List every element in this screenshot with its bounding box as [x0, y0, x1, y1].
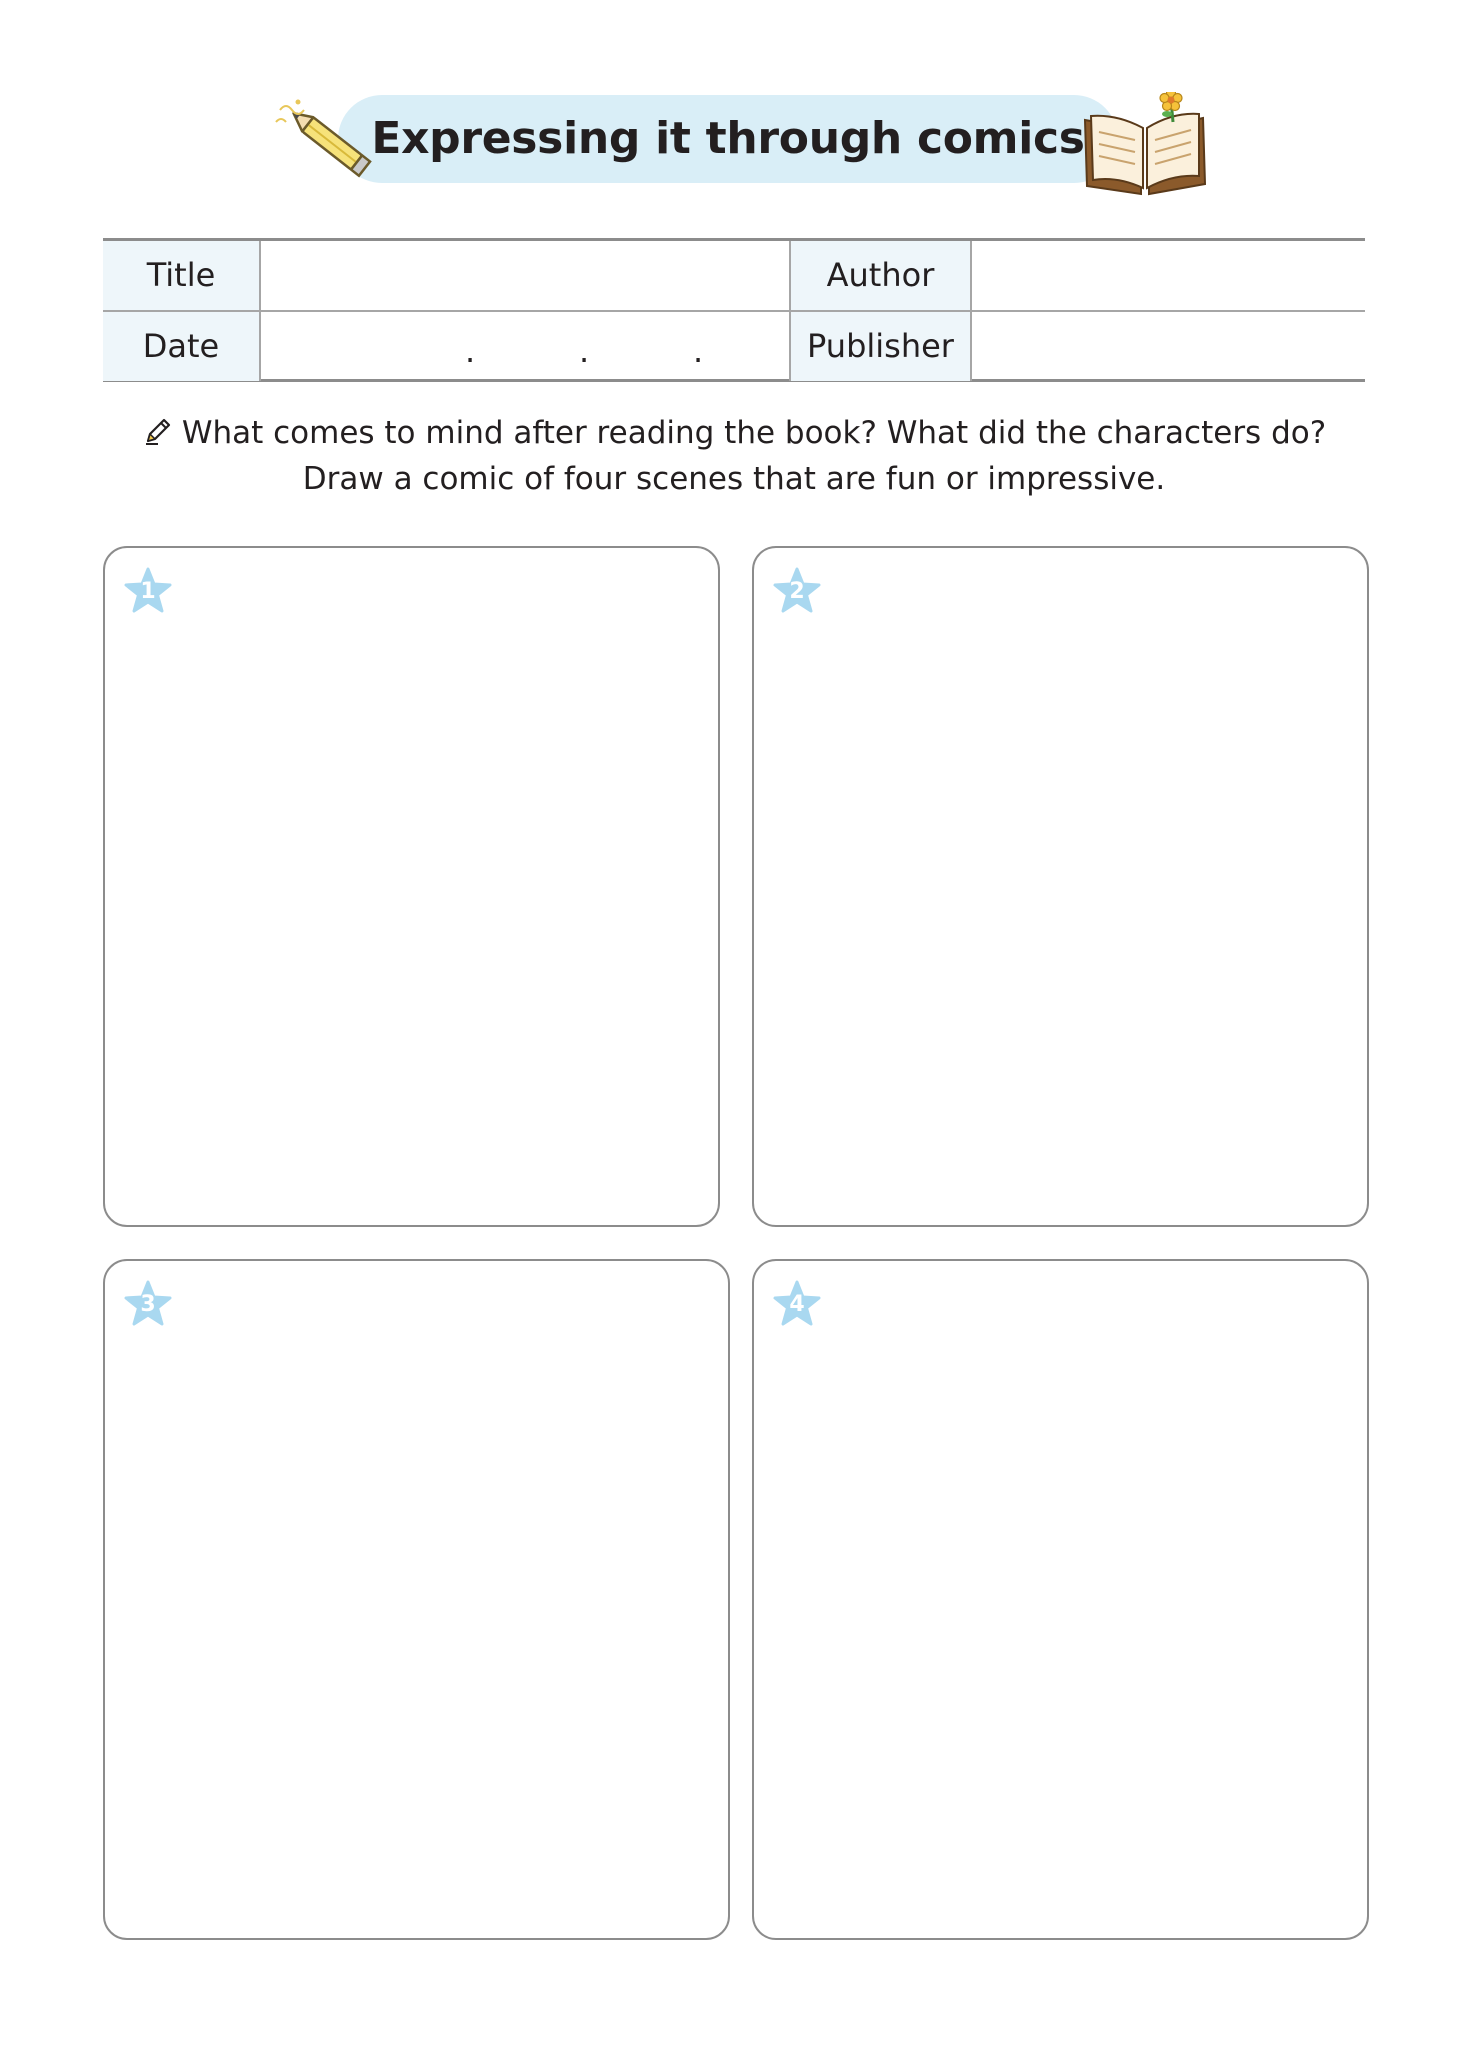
panel-number: 1 — [140, 579, 156, 604]
instruction-line-2: Draw a comic of four scenes that are fun or impressive. — [302, 461, 1166, 497]
comic-panel-1[interactable] — [103, 546, 720, 1227]
publisher-label: Publisher — [791, 312, 972, 381]
date-separator: . — [579, 332, 590, 370]
title-label: Title — [103, 241, 261, 310]
title-field[interactable] — [261, 241, 791, 310]
comic-panel-3[interactable] — [103, 1259, 730, 1940]
page-title: Expressing it through comics — [371, 113, 1085, 164]
pencil-icon — [142, 415, 174, 447]
publisher-field[interactable] — [972, 312, 1365, 381]
date-label: Date — [103, 312, 261, 381]
date-separator: . — [693, 332, 704, 370]
panel-number: 4 — [789, 1292, 805, 1317]
author-label: Author — [791, 241, 972, 310]
panel-number: 2 — [789, 579, 805, 604]
comic-panel-2[interactable] — [752, 546, 1369, 1227]
info-row-title — [103, 241, 1365, 312]
open-book-icon — [1075, 92, 1215, 202]
date-field[interactable] — [261, 312, 791, 381]
info-row-date — [103, 312, 1365, 381]
panel-number: 3 — [140, 1292, 156, 1317]
instruction-text-1: What comes to mind after reading the book? What did the characters do? — [181, 415, 1327, 451]
book-info-table — [103, 238, 1365, 382]
author-field[interactable] — [972, 241, 1365, 310]
date-separator: . — [465, 332, 476, 370]
instruction-line-1 — [103, 410, 1365, 456]
instructions — [103, 410, 1365, 502]
comic-panel-4[interactable] — [752, 1259, 1369, 1940]
